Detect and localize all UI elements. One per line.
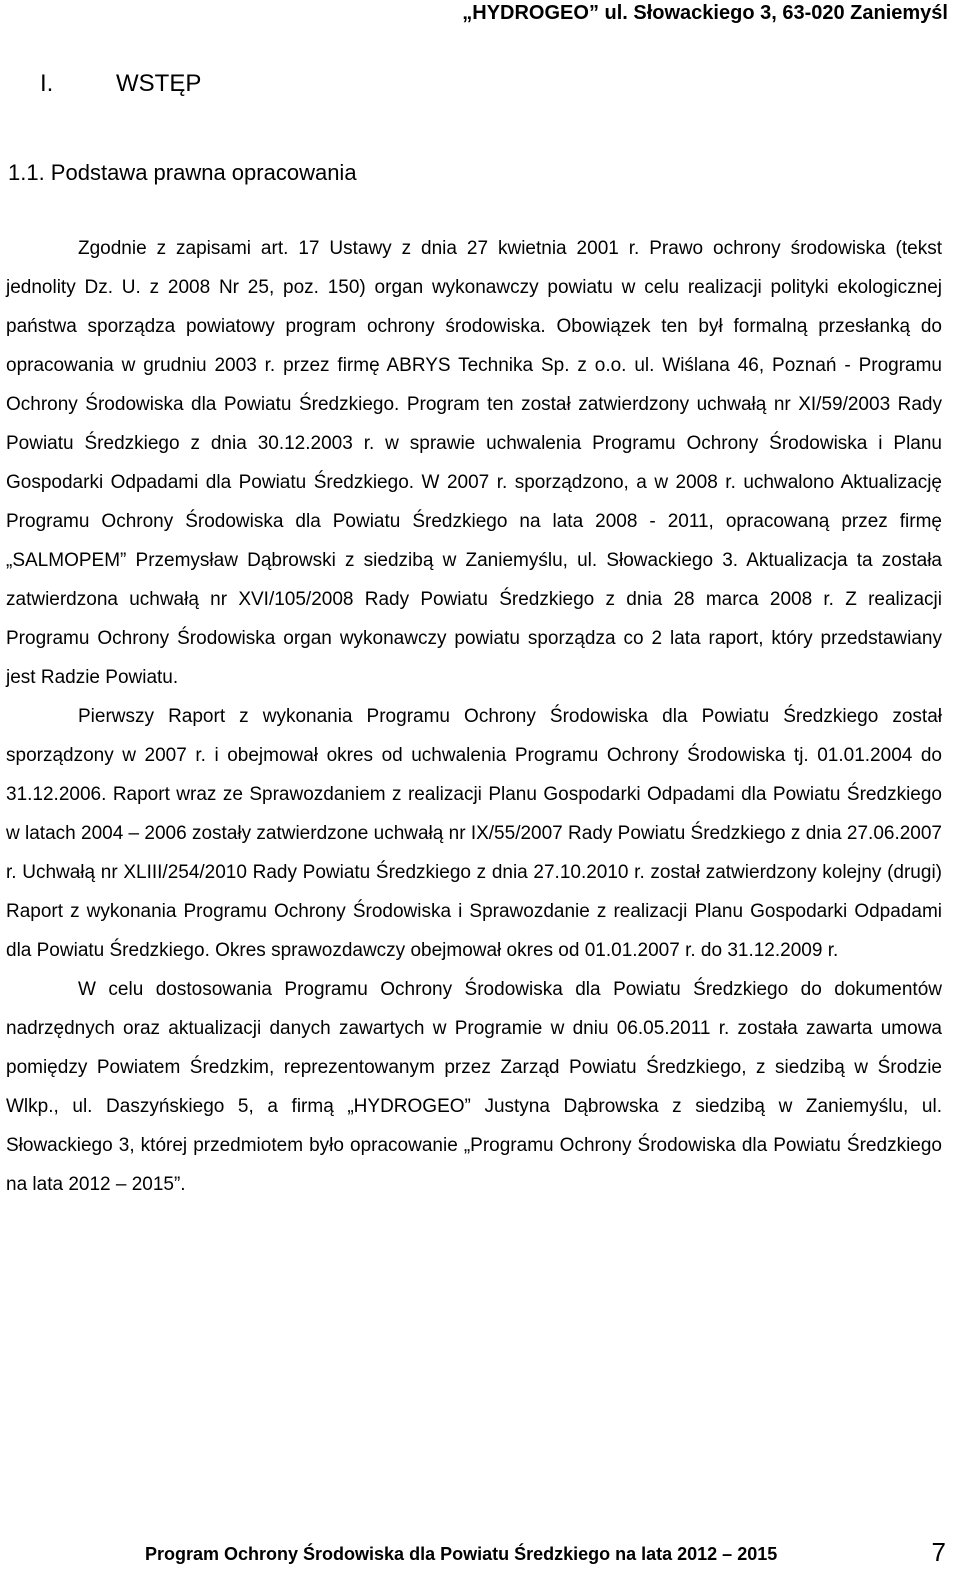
page-header: „HYDROGEO” ul. Słowackiego 3, 63-020 Zaniemyśl bbox=[462, 2, 948, 24]
chapter-number: I. bbox=[40, 70, 54, 97]
body-text bbox=[6, 229, 942, 1204]
page-number: 7 bbox=[931, 1537, 946, 1567]
paragraph-legal-basis: Zgodnie z zapisami art. 17 Ustawy z dnia 27 kwietnia 2001 r. Prawo ochrony środowiska (tekst jednolity Dz. U. z 2008 Nr 25, poz. 150) organ wykonawczy powiatu w celu realizacji polityki ekologicznej państwa sporządza powiatowy program ochrony środowiska. Obowiązek ten był formalną przesłanką do opracowania w grudniu 2003 r. przez firmę ABRYS Technika Sp. z o.o. ul. Wiślana 46, Poznań - Programu Ochrony Środowiska dla Powiatu Średzkiego. Program ten został zatwierdzony uchwałą nr XI/59/2003 Rady Powiatu Średzkiego z dnia 30.12.2003 r. w sprawie uchwalenia Programu Ochrony Środowiska i Planu Gospodarki Odpadami dla Powiatu Średzkiego. W 2007 r. sporządzono, a w 2008 r. uchwalono Aktualizację Programu Ochrony Środowiska dla Powiatu Średzkiego na lata 2008 - 2011, opracowaną przez firmę „SALMOPEM” Przemysław Dąbrowski z siedzibą w Zaniemyślu, ul. Słowackiego 3. Aktualizacja ta została zatwierdzona uchwałą nr XVI/105/2008 Rady Powiatu Średzkiego z dnia 28 marca 2008 r. Z realizacji Programu Ochrony Środowiska organ wykonawczy powiatu sporządza co 2 lata raport, który przedstawiany jest Radzie Powiatu. bbox=[6, 238, 942, 688]
page-footer: Program Ochrony Środowiska dla Powiatu Średzkiego na lata 2012 – 2015 bbox=[145, 1544, 778, 1564]
chapter-heading bbox=[40, 68, 201, 100]
paragraph-contract: W celu dostosowania Programu Ochrony Środowiska dla Powiatu Średzkiego do dokumentów nadrzędnych oraz aktualizacji danych zawartych w Programie w dniu 06.05.2011 r. została zawarta umowa pomiędzy Powiatem Średzkim, reprezentowanym przez Zarząd Powiatu Średzkiego, z siedzibą w Środzie Wlkp., ul. Daszyńskiego 5, a firmą „HYDROGEO” Justyna Dąbrowska z siedzibą w Zaniemyślu, ul. Słowackiego 3, której przedmiotem było opracowanie „Programu Ochrony Środowiska dla Powiatu Średzkiego na lata 2012 – 2015”. bbox=[6, 979, 942, 1195]
section-heading: 1.1. Podstawa prawna opracowania bbox=[8, 160, 357, 185]
paragraph-first-report: Pierwszy Raport z wykonania Programu Ochrony Środowiska dla Powiatu Średzkiego został sporządzony w 2007 r. i obejmował okres od uchwalenia Programu Ochrony Środowiska tj. 01.01.2004 do 31.12.2006. Raport wraz ze Sprawozdaniem z realizacji Planu Gospodarki Odpadami dla Powiatu Średzkiego w latach 2004 – 2006 zostały zatwierdzone uchwałą nr IX/55/2007 Rady Powiatu Średzkiego z dnia 27.06.2007 r. Uchwałą nr XLIII/254/2010 Rady Powiatu Średzkiego z dnia 27.10.2010 r. został zatwierdzony kolejny (drugi) Raport z wykonania Programu Ochrony Środowiska i Sprawozdanie z realizacji Planu Gospodarki Odpadami dla Powiatu Średzkiego. Okres sprawozdawczy obejmował okres od 01.01.2007 r. do 31.12.2009 r. bbox=[6, 706, 942, 961]
chapter-title: WSTĘP bbox=[116, 70, 202, 97]
